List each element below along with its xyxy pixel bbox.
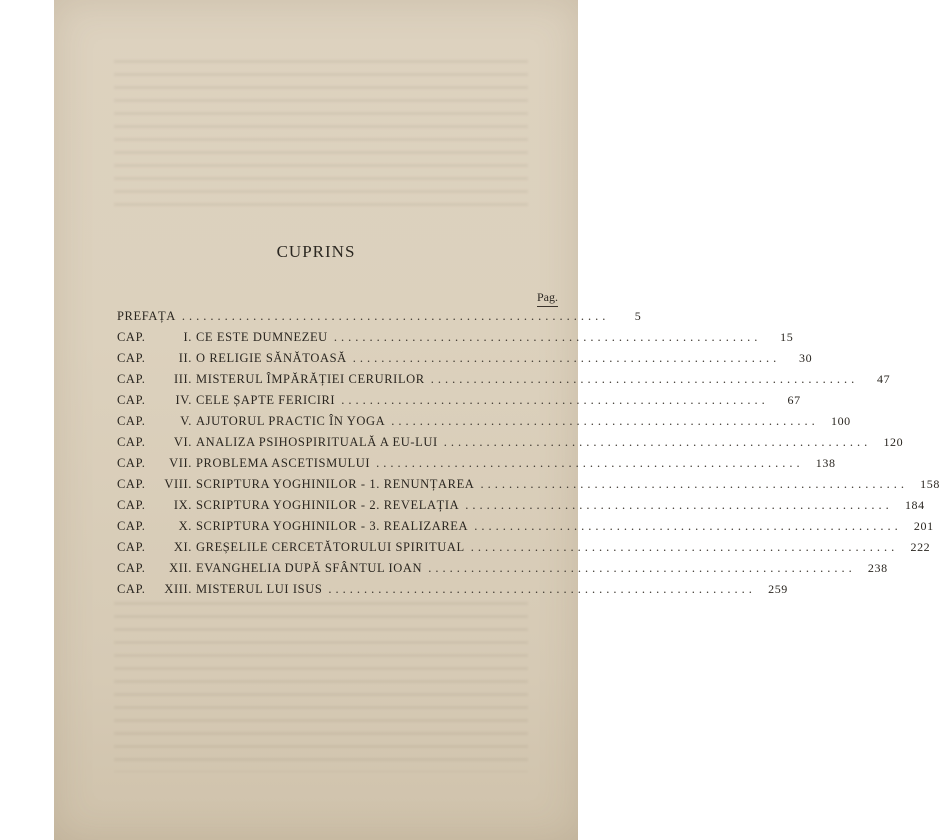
chapter-title: MISTERUL ÎMPĂRĂȚIEI CERURILOR bbox=[196, 372, 425, 386]
chapter-prefix: CAP. bbox=[117, 414, 146, 428]
toc-entry bbox=[117, 558, 888, 579]
chapter-title: CELE ȘAPTE FERICIRI bbox=[196, 393, 336, 407]
toc-entry bbox=[117, 474, 940, 495]
book-page bbox=[54, 0, 940, 840]
chapter-title: SCRIPTURA YOGHINILOR - 3. REALIZAREA bbox=[196, 519, 469, 533]
chapter-number: XII. bbox=[169, 561, 192, 575]
chapter-title: SCRIPTURA YOGHINILOR - 1. RENUNȚAREA bbox=[196, 477, 475, 491]
chapter-title: MISTERUL LUI ISUS bbox=[196, 582, 323, 596]
chapter-prefix: CAP. bbox=[117, 561, 146, 575]
bleed-through-text-bottom bbox=[114, 602, 528, 772]
chapter-number: XI. bbox=[173, 540, 192, 554]
page-number: 67 bbox=[787, 393, 801, 407]
bleed-through-text-top bbox=[114, 60, 528, 210]
page-number: 120 bbox=[883, 435, 904, 449]
page-number: 5 bbox=[634, 309, 642, 323]
chapter-prefix: CAP. bbox=[117, 330, 146, 344]
chapter-title: AJUTORUL PRACTIC ÎN YOGA bbox=[196, 414, 386, 428]
toc-entry bbox=[117, 579, 788, 600]
toc-entry bbox=[117, 348, 813, 369]
dot-leader: ............................................................ bbox=[465, 498, 893, 512]
chapter-prefix: CAP. bbox=[117, 540, 146, 554]
chapter-title: SCRIPTURA YOGHINILOR - 2. REVELAȚIA bbox=[196, 498, 460, 512]
toc-entry bbox=[117, 453, 836, 474]
chapter-number: VI. bbox=[173, 435, 192, 449]
toc-entry bbox=[117, 369, 891, 390]
dot-leader: ............................................................ bbox=[181, 309, 610, 323]
toc-entry bbox=[117, 306, 642, 327]
toc-entry bbox=[117, 390, 801, 411]
dot-leader: ............................................................ bbox=[328, 582, 756, 596]
page-number: 47 bbox=[877, 372, 891, 386]
toc-entry bbox=[117, 411, 851, 432]
dot-leader: ............................................................ bbox=[376, 456, 804, 470]
chapter-title: GREȘELILE CERCETĂTORULUI SPIRITUAL bbox=[196, 540, 465, 554]
page-number: 15 bbox=[780, 330, 794, 344]
chapter-title: PREFAȚA bbox=[117, 309, 176, 323]
page-number: 259 bbox=[768, 582, 788, 596]
chapter-prefix: CAP. bbox=[117, 372, 146, 386]
chapter-title: CE ESTE DUMNEZEU bbox=[196, 330, 328, 344]
page-number: 201 bbox=[913, 519, 934, 533]
chapter-prefix: CAP. bbox=[117, 351, 146, 365]
chapter-number: IX. bbox=[173, 498, 192, 512]
toc-entry bbox=[117, 327, 794, 348]
chapter-prefix: CAP. bbox=[117, 456, 146, 470]
page-number: 100 bbox=[830, 414, 851, 428]
chapter-title: EVANGHELIA DUPĂ SFÂNTUL IOAN bbox=[196, 561, 423, 575]
chapter-number: IV. bbox=[175, 393, 192, 407]
chapter-number: V. bbox=[180, 414, 192, 428]
chapter-number: X. bbox=[178, 519, 192, 533]
toc-entry bbox=[117, 516, 934, 537]
dot-leader: ............................................................ bbox=[428, 561, 856, 575]
table-of-contents bbox=[117, 306, 940, 600]
chapter-prefix: CAP. bbox=[117, 498, 146, 512]
page-number: 238 bbox=[867, 561, 888, 575]
chapter-prefix: CAP. bbox=[117, 582, 146, 596]
dot-leader: ............................................................ bbox=[341, 393, 769, 407]
chapter-prefix: CAP. bbox=[117, 435, 146, 449]
toc-entry bbox=[117, 537, 931, 558]
chapter-number: XIII. bbox=[164, 582, 192, 596]
dot-leader: ............................................................ bbox=[474, 519, 902, 533]
toc-entry bbox=[117, 495, 925, 516]
chapter-prefix: CAP. bbox=[117, 477, 146, 491]
page-column-header: Pag. bbox=[537, 290, 558, 307]
chapter-title: O RELIGIE SĂNĂTOASĂ bbox=[196, 351, 347, 365]
page-number: 138 bbox=[815, 456, 836, 470]
dot-leader: ............................................................ bbox=[470, 540, 899, 554]
chapter-number: III. bbox=[173, 372, 192, 386]
page-number: 184 bbox=[904, 498, 925, 512]
chapter-prefix: CAP. bbox=[117, 519, 146, 533]
chapter-number: II. bbox=[178, 351, 192, 365]
page-number: 30 bbox=[799, 351, 813, 365]
chapter-title: ANALIZA PSIHOSPIRITUALĂ A EU-LUI bbox=[196, 435, 438, 449]
chapter-number: VIII. bbox=[164, 477, 192, 491]
dot-leader: ............................................................ bbox=[391, 414, 819, 428]
chapter-number: I. bbox=[183, 330, 192, 344]
dot-leader: ............................................................ bbox=[352, 351, 781, 365]
dot-leader: ............................................................ bbox=[443, 435, 872, 449]
dot-leader: ............................................................ bbox=[333, 330, 762, 344]
dot-leader: ............................................................ bbox=[480, 477, 908, 491]
chapter-number: VII. bbox=[169, 456, 192, 470]
dot-leader: ............................................................ bbox=[430, 372, 859, 386]
chapter-title: PROBLEMA ASCETISMULUI bbox=[196, 456, 371, 470]
page-number: 222 bbox=[910, 540, 931, 554]
page-number: 158 bbox=[920, 477, 940, 491]
chapter-prefix: CAP. bbox=[117, 393, 146, 407]
page-title: CUPRINS bbox=[276, 242, 356, 261]
toc-entry bbox=[117, 432, 904, 453]
